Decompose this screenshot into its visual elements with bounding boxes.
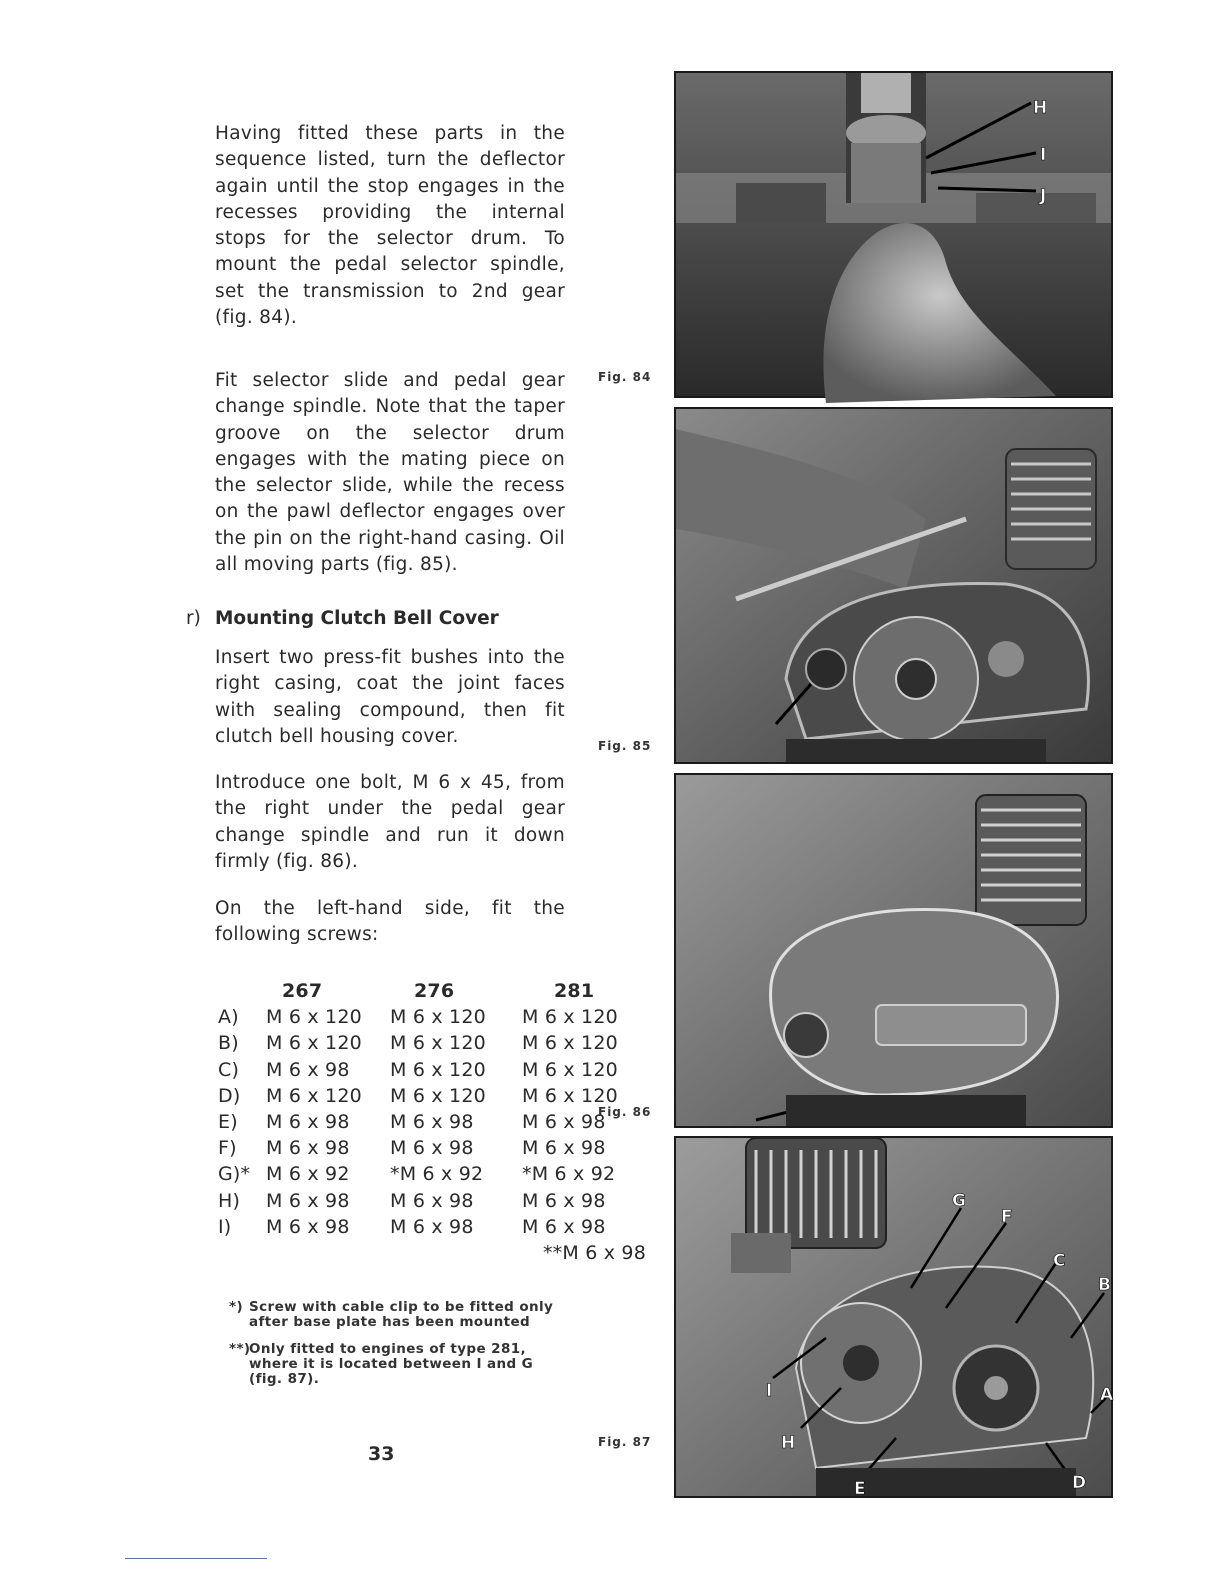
table-header-cell xyxy=(218,978,266,1004)
callout-e: E xyxy=(854,1479,866,1499)
footnote-text: Screw with cable clip to be fitted only after base plate has been mounted xyxy=(249,1299,554,1330)
table-cell: M 6 x 98 xyxy=(522,1189,606,1212)
table-cell: M 6 x 98 xyxy=(390,1215,474,1238)
row-label: A) xyxy=(218,1006,239,1029)
table-cell: M 6 x 120 xyxy=(390,1084,486,1107)
figure-86-photo xyxy=(674,773,1113,1128)
screw-table xyxy=(218,978,646,1266)
paragraph-deflector: Having fitted these parts in the sequence listed, turn the deflector again until the stop engages in the recesses providing the internal stops for the selector drum. To mount the pedal selector spindle, set the transmission to 2nd gear (fig. 84). xyxy=(215,123,565,329)
table-cell: M 6 x 120 xyxy=(390,1058,486,1081)
table-row xyxy=(218,1161,646,1187)
table-row xyxy=(218,1214,646,1240)
table-cell: M 6 x 98 xyxy=(522,1215,606,1238)
callout-j: J xyxy=(1040,186,1047,206)
table-cell: M 6 x 98 xyxy=(522,1137,606,1160)
table-row xyxy=(218,1109,646,1135)
table-cell: M 6 x 120 xyxy=(390,1006,486,1029)
figure-label-86: Fig. 86 xyxy=(598,1105,652,1119)
table-row xyxy=(218,1083,646,1109)
table-row xyxy=(218,1135,646,1161)
table-row xyxy=(218,1188,646,1214)
table-cell-empty xyxy=(218,1240,266,1266)
table-cell: M 6 x 120 xyxy=(266,1006,362,1029)
paragraph-left-side-screws: On the left-hand side, fit the following screws: xyxy=(215,898,565,946)
table-cell: M 6 x 120 xyxy=(522,1006,618,1029)
table-header-cell: 281 xyxy=(554,980,595,1002)
table-cell: *M 6 x 92 xyxy=(390,1163,484,1186)
table-header-cell: 267 xyxy=(282,980,323,1002)
table-cell: M 6 x 92 xyxy=(266,1163,350,1186)
callout-i: I xyxy=(766,1381,773,1401)
callout-h: H xyxy=(781,1433,796,1453)
table-cell: M 6 x 98 xyxy=(390,1111,474,1134)
table-cell: M 6 x 120 xyxy=(522,1058,618,1081)
paragraph-selector-slide: Fit selector slide and pedal gear change spindle. Note that the taper groove on the selector drum engages with the mating piece on the selector slide, while the recess on the pawl deflector engages over the pin on the right-hand casing. Oil all moving parts (fig. 85). xyxy=(215,370,565,576)
table-header-row xyxy=(218,978,646,1004)
row-label: I) xyxy=(218,1215,232,1238)
footer-rule xyxy=(125,1558,267,1559)
figure-label-85: Fig. 85 xyxy=(598,739,652,753)
table-cell: M 6 x 98 xyxy=(266,1058,350,1081)
row-label: C) xyxy=(218,1058,240,1081)
table-cell: M 6 x 120 xyxy=(266,1032,362,1055)
footnote-text: Only fitted to engines of type 281, where it is located between I and G (fig. 87). xyxy=(249,1341,534,1387)
table-body xyxy=(218,1004,646,1266)
callout-a: A xyxy=(1100,1385,1114,1405)
callout-g: G xyxy=(952,1191,966,1211)
footnote-type-281 xyxy=(229,1342,574,1387)
figure-label-84: Fig. 84 xyxy=(598,370,652,384)
table-cell: M 6 x 120 xyxy=(522,1084,618,1107)
paragraph-bolt: Introduce one bolt, M 6 x 45, from the right under the pedal gear change spindle and run it down firmly (fig. 86). xyxy=(215,772,565,872)
table-cell: M 6 x 98 xyxy=(266,1137,350,1160)
callout-c: C xyxy=(1053,1251,1066,1271)
figure-85-photo xyxy=(674,407,1113,764)
paragraph-bushes: Insert two press-fit bushes into the right casing, coat the joint faces with sealing compound, then fit clutch bell housing cover. xyxy=(215,647,565,747)
callout-b: B xyxy=(1098,1275,1111,1295)
section-heading xyxy=(186,608,499,629)
section-letter: r) xyxy=(186,608,201,629)
table-cell: M 6 x 98 xyxy=(390,1137,474,1160)
table-cell: M 6 x 120 xyxy=(266,1084,362,1107)
row-label: D) xyxy=(218,1084,241,1107)
table-cell-extra: **M 6 x 98 xyxy=(542,1242,646,1265)
callout-d: D xyxy=(1072,1473,1087,1493)
figure-84-photo xyxy=(674,71,1113,398)
table-cell: M 6 x 98 xyxy=(390,1189,474,1212)
table-cell-empty xyxy=(266,1240,390,1266)
table-cell: M 6 x 98 xyxy=(266,1215,350,1238)
row-label: B) xyxy=(218,1032,239,1055)
callout-h: H xyxy=(1033,98,1048,118)
row-label: E) xyxy=(218,1111,238,1134)
table-cell: M 6 x 120 xyxy=(522,1032,618,1055)
page-number: 33 xyxy=(368,1443,395,1465)
row-label: H) xyxy=(218,1189,241,1212)
table-cell-empty xyxy=(390,1240,522,1266)
callout-i: I xyxy=(1040,145,1047,165)
table-row xyxy=(218,1057,646,1083)
table-row-extra xyxy=(218,1240,646,1266)
footnote-mark: *) xyxy=(229,1299,244,1315)
row-label: G)* xyxy=(218,1163,251,1186)
figure-label-87: Fig. 87 xyxy=(598,1435,652,1449)
table-header-cell: 276 xyxy=(414,980,455,1002)
table-cell: *M 6 x 92 xyxy=(522,1163,616,1186)
footnote-cable-clip xyxy=(229,1300,574,1330)
footnote-mark: **) xyxy=(229,1341,251,1357)
callout-f: F xyxy=(1001,1207,1013,1227)
table-cell: M 6 x 98 xyxy=(522,1111,606,1134)
row-label: F) xyxy=(218,1137,237,1160)
table-cell: M 6 x 98 xyxy=(266,1111,350,1134)
table-cell: M 6 x 120 xyxy=(390,1032,486,1055)
table-row xyxy=(218,1030,646,1056)
figure-87-photo xyxy=(674,1136,1113,1498)
table-cell: M 6 x 98 xyxy=(266,1189,350,1212)
section-title: Mounting Clutch Bell Cover xyxy=(215,608,499,629)
table-row xyxy=(218,1004,646,1030)
